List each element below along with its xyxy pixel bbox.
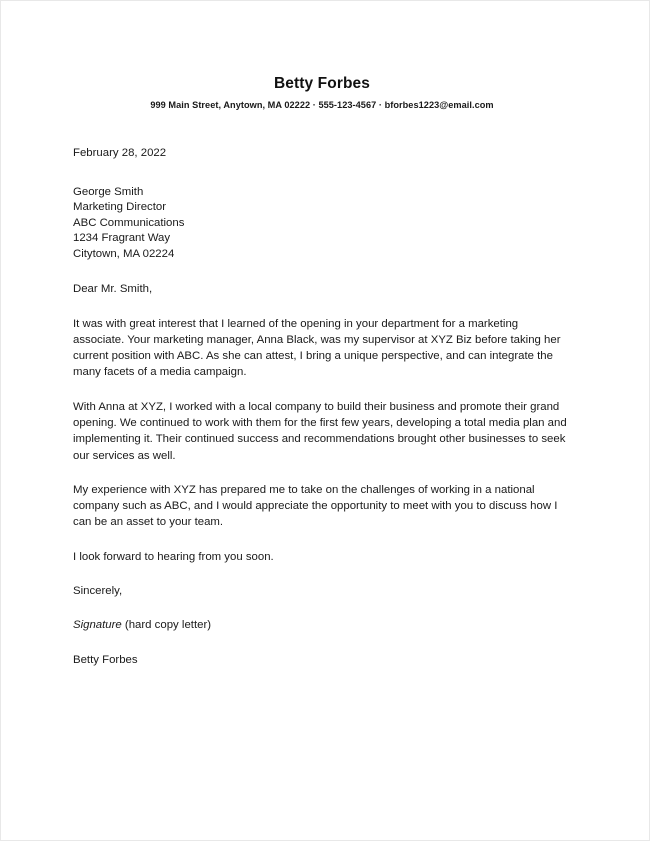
salutation: Dear Mr. Smith,	[73, 283, 153, 295]
letter-body	[73, 316, 571, 566]
letterhead	[73, 1, 571, 111]
recipient-line-street: 1234 Fragrant Way	[73, 232, 171, 244]
body-paragraph-3: My experience with XYZ has prepared me to take on the challenges of working in a national company such as ABC, and I would appreciate the opportunity to meet with you to discuss how I can be an asset to your team.	[73, 483, 558, 529]
recipient-line-company: ABC Communications	[73, 216, 185, 229]
recipient-line-title: Marketing Director	[73, 201, 167, 213]
body-paragraph-1: It was with great interest that I learned of the opening in your department for a marketing associate. Your marketing manager, Anna Black, was my supervisor at XYZ Biz before taking her current position with ABC. As she can attest, I bring a unique perspective, and can integrate the many facets of a media campaign.	[73, 317, 561, 379]
closing-salutation: Sincerely,	[73, 585, 123, 598]
recipient-line-name: George Smith	[73, 185, 144, 198]
body-paragraph-4: I look forward to hearing from you soon.	[73, 550, 274, 563]
sender-name: Betty Forbes	[274, 75, 370, 92]
body-paragraph-2: With Anna at XYZ, I worked with a local company to build their business and promote their grand opening. We continued to work with them for the first few years, developing a total media plan and implementing it. Their continued success and recommendations brought other businesses to seek our services as well.	[73, 400, 567, 462]
letter-content	[73, 1, 571, 668]
signature-italic-word: Signature	[73, 619, 122, 632]
signature-note: (hard copy letter)	[121, 619, 212, 632]
letter-date: February 28, 2022	[73, 147, 167, 159]
signature-placeholder	[73, 617, 571, 633]
sender-contact-line: 999 Main Street, Anytown, MA 02222 · 555-123-4567 · bforbes1223@email.com	[150, 100, 494, 110]
recipient-address-block	[73, 185, 571, 263]
recipient-line-city: Citytown, MA 02224	[73, 247, 175, 260]
signer-name: Betty Forbes	[73, 653, 138, 666]
